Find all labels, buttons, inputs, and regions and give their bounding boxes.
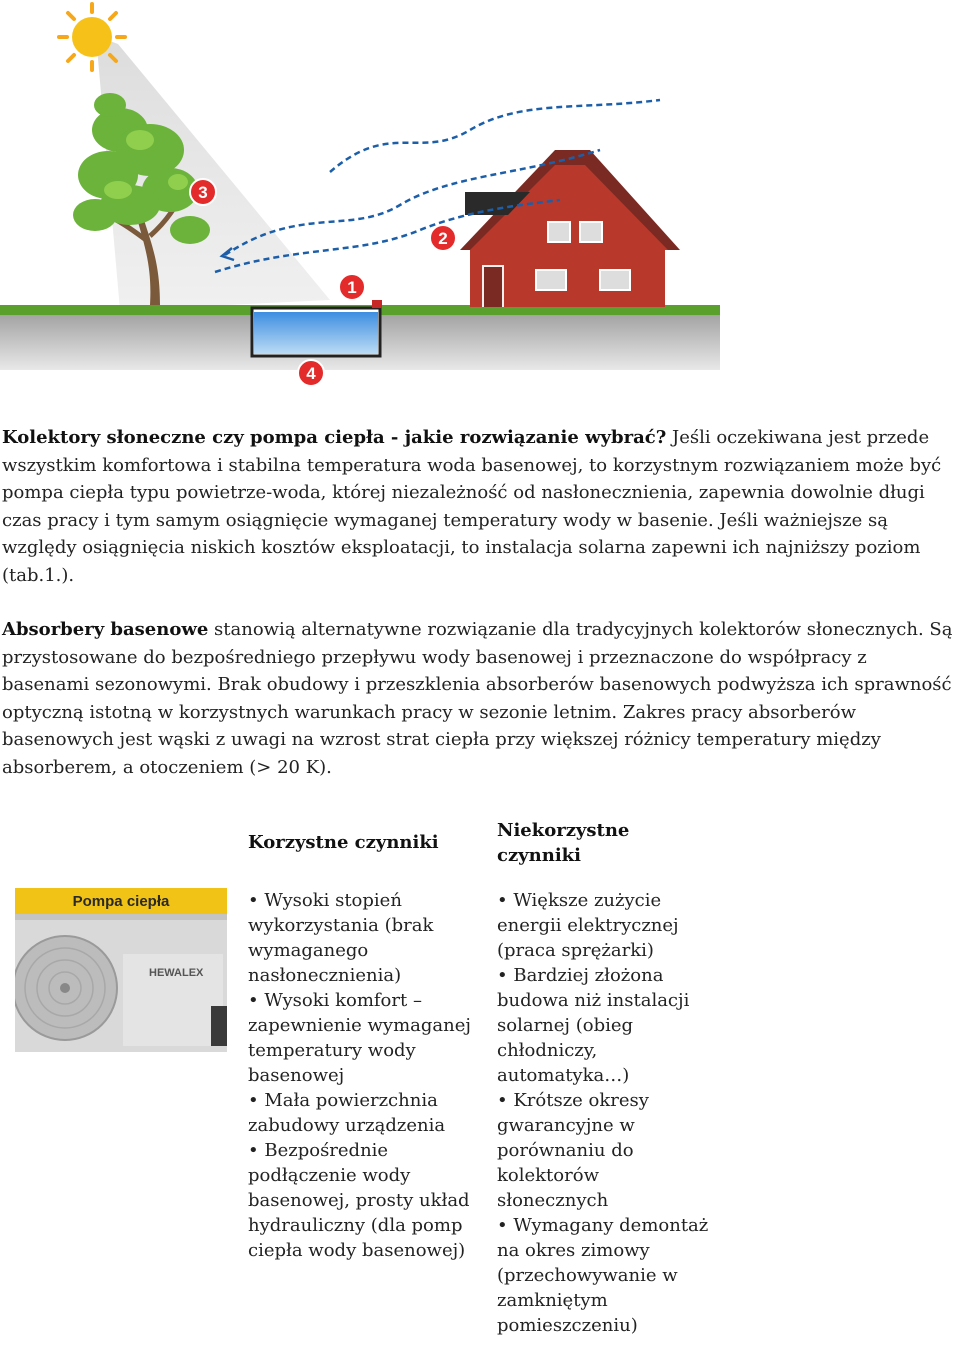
heat-pump-unit <box>372 300 382 308</box>
svg-text:3: 3 <box>198 183 208 202</box>
list-item: • Mała powierzchnia zabudowy urządzenia <box>248 1088 478 1138</box>
pros-column <box>248 830 478 1263</box>
cons-list <box>497 888 712 1338</box>
sun-icon <box>59 4 125 70</box>
cons-heading: Niekorzystne czynniki <box>497 820 630 866</box>
intro-lead-bold: Kolektory słoneczne czy pompa ciepła - jakie rozwiązanie wybrać? <box>2 427 667 448</box>
list-item: • Większe zużycie energii elektrycznej (praca sprężarki) <box>497 888 712 963</box>
list-item: • Bardziej złożona budowa niż instalacji solarnej (obieg chłodniczy, automatyka…) <box>497 963 712 1088</box>
list-item: • Wymagany demontaż na okres zimowy (przechowywanie w zamkniętym pomieszczeniu) <box>497 1213 712 1338</box>
svg-text:2: 2 <box>438 229 448 248</box>
list-item: • Krótsze okresy gwarancyjne w porównaniu do kolektorów słonecznych <box>497 1088 712 1213</box>
photo-brand: HEWALEX <box>149 967 204 979</box>
marker-1-icon <box>339 274 365 300</box>
pros-list <box>248 888 478 1263</box>
list-item: • Wysoki komfort – zapewnienie wymaganej temperatury wody basenowej <box>248 988 478 1088</box>
list-item: • Bezpośrednie podłączenie wody basenowej, prosty układ hydrauliczny (dla pomp ciepła wody basenowej) <box>248 1138 478 1263</box>
heat-pump-photo <box>15 888 227 1052</box>
svg-text:1: 1 <box>347 278 357 297</box>
list-item: • Wysoki stopień wykorzystania (brak wymaganego nasłonecznienia) <box>248 888 478 988</box>
marker-2-icon <box>430 225 456 251</box>
cons-column <box>497 818 712 1338</box>
intro-paragraph <box>2 424 958 590</box>
photo-label: Pompa ciepła <box>72 893 170 910</box>
absorbers-text: stanowią alternatywne rozwiązanie dla tradycyjnych kolektorów słonecznych. Są przystosowane do bezpośredniego przepływu wody basenowej i przeznaczone do współpracy z basenami sezonowymi. Brak obudowy i przeszklenia absorberów basenowych podwyższa ich sprawność optyczną istotną w korzystnych warunkach pracy w sezonie letnim. Zakres pracy absorberów basenowych jest wąski z uwagi na wzrost strat ciepła przy większej różnicy temperatury między absorberem, a otoczeniem (> 20 K). <box>2 619 953 778</box>
marker-3-icon <box>190 179 216 205</box>
absorbers-paragraph <box>2 616 958 782</box>
svg-text:4: 4 <box>306 364 316 383</box>
absorbers-lead-bold: Absorbery basenowe <box>2 619 209 640</box>
pool-heating-illustration <box>0 0 720 392</box>
swimming-pool <box>252 308 380 356</box>
pros-heading: Korzystne czynniki <box>248 832 439 853</box>
marker-4-icon <box>298 360 324 386</box>
intro-text: Jeśli oczekiwana jest przede wszystkim komfortowa i stabilna temperatura woda basenowej, to korzystnym rozwiązaniem może być pompa ciepła typu powietrze-woda, której niezależność od nasłonecznienia, zapewnia dowolnie długi czas pracy i tym samym osiągnięcie wymaganej temperatury wody w basenie. Jeśli ważniejsze są względy osiągnięcia niskich kosztów eksploatacji, to instalacja solarna zapewni ich najniższy poziom (tab.1.). <box>2 427 942 586</box>
